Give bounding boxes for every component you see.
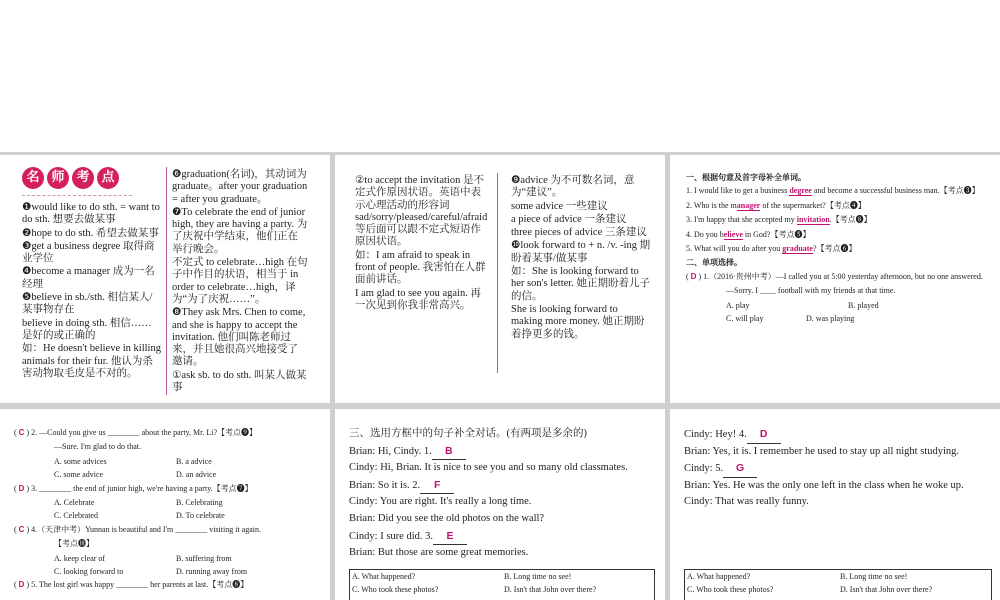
options-row <box>54 496 324 523</box>
answer-text: graduate <box>782 244 813 254</box>
p3-content <box>686 171 992 325</box>
answer-blank: E <box>433 528 467 546</box>
column-divider <box>497 173 498 373</box>
box-option: A. What happened? <box>352 572 416 581</box>
p4-content <box>14 426 324 593</box>
option: B. a advice <box>176 456 212 466</box>
dialogue-line: Brian: But those are some great memories. <box>349 547 529 559</box>
option: B. played <box>848 300 879 310</box>
dialogue-line: Cindy: Hi, Brian. It is nice to see you and so many old classmates. <box>349 462 628 474</box>
mc-question: ( C ) 4.（天津中考）Yunnan is beautiful and I'm ________ visiting it again. <box>14 524 261 534</box>
panel-exercises-2 <box>0 409 330 600</box>
box-option: D. Isn't that John over there? <box>504 585 597 594</box>
mc-question: ( C ) 2. —Could you give us ________ about the party, Mr. Li?【考点❾】 <box>14 428 258 437</box>
panel-dialogue-1 <box>335 409 665 600</box>
note-item: 如：She is looking forward to her son's letter. 她正期盼着儿子的信。 <box>511 266 650 302</box>
fill-question: 5. What will you do after you graduate?【考点❻】 <box>686 244 857 254</box>
dialogue-line: Cindy: You are right. It's really a long time. <box>349 496 532 508</box>
note-item: ❼To celebrate the end of junior high, they are having a party. 为了庆祝中学结束，他们正在举行晚会。 <box>172 206 308 255</box>
badge-char: 考 <box>72 167 94 189</box>
panel-teacher-points-1 <box>0 155 330 403</box>
note-item: ❿look forward to + n. /v. -ing 期盼着某事/做某事 <box>511 240 651 264</box>
options-box <box>349 569 655 600</box>
mc-answer: D <box>18 580 25 590</box>
note-item: ❷hope to do sth. 希望去做某事 <box>22 227 159 239</box>
dialogue-line: Brian: So it is. 2. F <box>349 477 659 495</box>
dialogue-line: Cindy: Hey! 4. D <box>684 426 996 444</box>
note-item: ❶would like to do sth. = want to do sth. 想要去做某事 <box>22 202 160 226</box>
badge-char: 点 <box>97 167 119 189</box>
blank-top-area <box>0 0 1000 152</box>
note-item: ①ask sb. to do sth. 叫某人做某事 <box>172 369 307 394</box>
mc-question: ( D ) 3. ________ the end of junior high, we're having a party.【考点❼】 <box>14 483 253 493</box>
section-title: 三、选用方框中的句子补全对话。(有两项是多余的) <box>349 428 587 439</box>
dialogue-line: Brian: Yes. He was the only one left in the class when he woke up. <box>684 479 964 491</box>
question-continued: —Sorry. I ____ football with my friends at that time. <box>726 286 896 296</box>
badge-divider <box>22 195 132 196</box>
dialogue-line: Brian: Hi, Cindy. 1. B <box>349 443 659 461</box>
option: B. suffering from <box>176 553 232 563</box>
p6-content <box>684 426 996 511</box>
mc-answer: D <box>690 271 697 281</box>
note-item: ❾advice 为不可数名词，意为“建议”。 <box>511 175 635 199</box>
answer-text: anager <box>736 200 761 210</box>
options-box <box>684 569 992 600</box>
options-row <box>54 552 324 579</box>
box-option: C. Who took these photos? <box>352 585 439 594</box>
panel-dialogue-2 <box>670 409 1000 600</box>
answer-text: degree <box>789 186 812 196</box>
box-option: A. What happened? <box>687 572 751 581</box>
section-title: 二、单项选择。 <box>686 258 742 268</box>
option: C. will play <box>726 314 764 324</box>
option: C. some advice <box>54 470 104 480</box>
note-item: She is looking forward to making more money. 她正期盼着挣更多的钱。 <box>511 303 645 340</box>
note-item: ❻graduation(名词)，其动词为 graduate。after your graduation = after you graduate。 <box>172 169 308 205</box>
note-item: I am glad to see you again. 再一次见到你我非常高兴。 <box>355 287 481 311</box>
question-continued: 【考点❿】 <box>54 539 94 549</box>
dialogue-line: Cindy: I sure did. 3. E <box>349 528 659 546</box>
option: D. was playing <box>806 314 855 324</box>
box-option: C. Who took these photos? <box>687 585 774 594</box>
answer-text: elieve <box>723 229 743 239</box>
p5-content <box>349 426 659 562</box>
option: B. Celebrating <box>176 498 223 508</box>
p1-left-column <box>22 155 162 381</box>
dialogue-line: Cindy: That was really funny. <box>684 496 809 508</box>
mc-question: ( D ) 5. The lost girl was happy ________ her parents at last.【考点❽】 <box>14 580 249 590</box>
p2-left-column <box>355 175 491 313</box>
note-item: ❺believe in sb./sth. 相信某人/某事物存在 <box>22 292 153 316</box>
box-option: B. Long time no see! <box>840 572 908 581</box>
answer-blank: D <box>747 426 781 444</box>
option: A. Celebrate <box>54 498 95 508</box>
options-row <box>54 455 324 482</box>
box-option: D. Isn't that John over there? <box>840 585 933 594</box>
note-item: believe in doing sth. 相信……是好的或正确的 <box>22 317 152 341</box>
dialogue-line: Brian: Did you see the old photos on the wall? <box>349 512 545 524</box>
note-item: 如：I am afraid to speak in front of people. 我害怕在人群面前讲话。 <box>355 249 486 286</box>
fill-question: 4. Do you believe in God?【考点❺】 <box>686 229 811 239</box>
note-item: ❽They ask Mrs. Chen to come, and she is happy to accept the invitation. 他们叫陈老师过来，并且她很高兴地接受了邀请。 <box>172 307 306 368</box>
note-item: ❸get a business degree 取得商业学位 <box>22 240 155 265</box>
note-item: ❹become a manager 成为一名经理 <box>22 266 155 290</box>
answer-blank: G <box>723 460 757 478</box>
mc-question: ( D ) 1.（2016·贵州中考）—I called you at 5:00 yesterday afternoon, but no one answered. <box>686 271 983 281</box>
mc-answer: C <box>18 524 25 534</box>
note-item: 不定式 to celebrate…high 在句子中作目的状语，相当于 in order to celebrate…high，译为“为了庆祝……”。 <box>172 257 308 305</box>
panel-teacher-points-2 <box>335 155 665 403</box>
box-option: B. Long time no see! <box>504 572 572 581</box>
panel-exercises-1 <box>670 155 1000 403</box>
note-item: some advice 一些建议 <box>511 200 608 212</box>
answer-text: invitation <box>796 215 830 225</box>
fill-question: 2. Who is the manager of the supermarket?【考点❹】 <box>686 200 866 210</box>
mc-answer: C <box>18 428 25 437</box>
section-title: 一、根据句意及首字母补全单词。 <box>686 173 806 182</box>
dialogue-line: Cindy: 5. G <box>684 460 996 478</box>
fill-question: 1. I would like to get a business degree and become a successful business man.【考点❸】 <box>686 186 980 196</box>
p1-right-column <box>172 169 308 395</box>
option: D. running away from <box>176 567 248 577</box>
option: A. some advices <box>54 456 107 466</box>
options-row <box>726 299 992 326</box>
badge-char: 名 <box>22 167 44 189</box>
p2-right-column <box>511 175 651 342</box>
dialogue-line: Brian: Yes, it is. I remember he used to stay up all night studying. <box>684 445 960 457</box>
note-item: a piece of advice 一条建议 <box>511 213 627 225</box>
badge-char: 师 <box>47 167 69 189</box>
option: C. looking forward to <box>54 567 124 577</box>
option: A. keep clear of <box>54 553 106 563</box>
column-divider <box>166 167 167 395</box>
option: D. To celebrate <box>176 511 225 521</box>
note-item: three pieces of advice 三条建议 <box>511 227 647 239</box>
teacher-points-badge <box>22 167 162 189</box>
fill-question: 3. I'm happy that she accepted my invitation.【考点❽】 <box>686 215 872 225</box>
mc-answer: D <box>18 483 25 493</box>
answer-blank: B <box>432 443 466 461</box>
note-item: ②to accept the invitation 是不定式作原因状语。英语中表示心理活动的形容词 sad/sorry/pleased/careful/afraid等后面可以跟不定式短语作原因状语。 <box>355 175 488 248</box>
option: C. Celebrated <box>54 511 98 521</box>
option: D. an advice <box>176 470 217 480</box>
note-item: 如：He doesn't believe in killing animals for their fur. 他认为杀害动物取毛皮是不对的。 <box>22 343 161 379</box>
answer-blank: F <box>420 477 454 495</box>
option: A. play <box>726 300 750 310</box>
question-continued: —Sure. I'm glad to do that. <box>54 442 141 452</box>
